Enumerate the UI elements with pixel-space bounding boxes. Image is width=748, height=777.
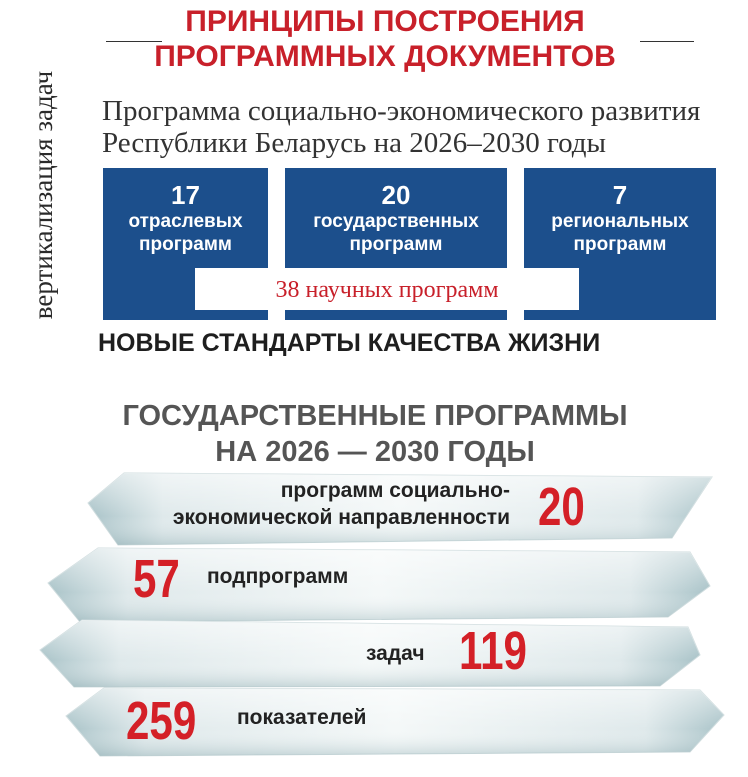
quality-standards-label: НОВЫЕ СТАНДАРТЫ КАЧЕСТВА ЖИЗНИ: [98, 329, 601, 357]
state-programs-count: 20: [381, 180, 411, 210]
state-programs-label1: государственных: [313, 211, 479, 232]
section-title-line2: НА 2026 — 2030 ГОДЫ: [215, 436, 535, 468]
state-programs-label2: программ: [349, 234, 443, 255]
ribbon-4-label: показателей: [237, 706, 367, 729]
ribbon-2-label: подпрограмм: [207, 565, 349, 588]
ribbon-2-number: 57: [133, 549, 180, 609]
program-subtitle-line2: Республики Беларусь на 2026–2030 годы: [102, 127, 607, 159]
sector-programs-label2: программ: [139, 234, 232, 255]
ribbon-1-label-line2: экономической направленности: [172, 506, 510, 529]
ribbon-1-number: 20: [538, 477, 585, 537]
sector-programs-label1: отраслевых: [128, 211, 243, 232]
main-title-line2: ПРОГРАММНЫХ ДОКУМЕНТОВ: [154, 40, 616, 73]
ribbon-1-label: [100, 477, 510, 531]
ribbon-3-label: задач: [366, 642, 425, 665]
program-subtitle-line1: Программа социально-экономического развития: [102, 95, 701, 127]
regional-programs-label1: региональных: [551, 211, 689, 232]
regional-programs-count: 7: [612, 180, 628, 210]
ribbon-4-number: 259: [126, 691, 197, 751]
regional-programs-label2: программ: [573, 234, 667, 255]
section-title-line1: ГОСУДАРСТВЕННЫЕ ПРОГРАММЫ: [122, 400, 628, 432]
ribbon-1-label-line1: программ социально-: [280, 479, 510, 502]
sector-programs-count: 17: [171, 180, 200, 210]
side-label: вертикализация задач: [28, 70, 58, 320]
main-title-line1: ПРИНЦИПЫ ПОСТРОЕНИЯ: [185, 5, 585, 38]
ribbon-3-number: 119: [459, 621, 527, 681]
science-programs-bar: 38 научных программ: [195, 268, 579, 310]
